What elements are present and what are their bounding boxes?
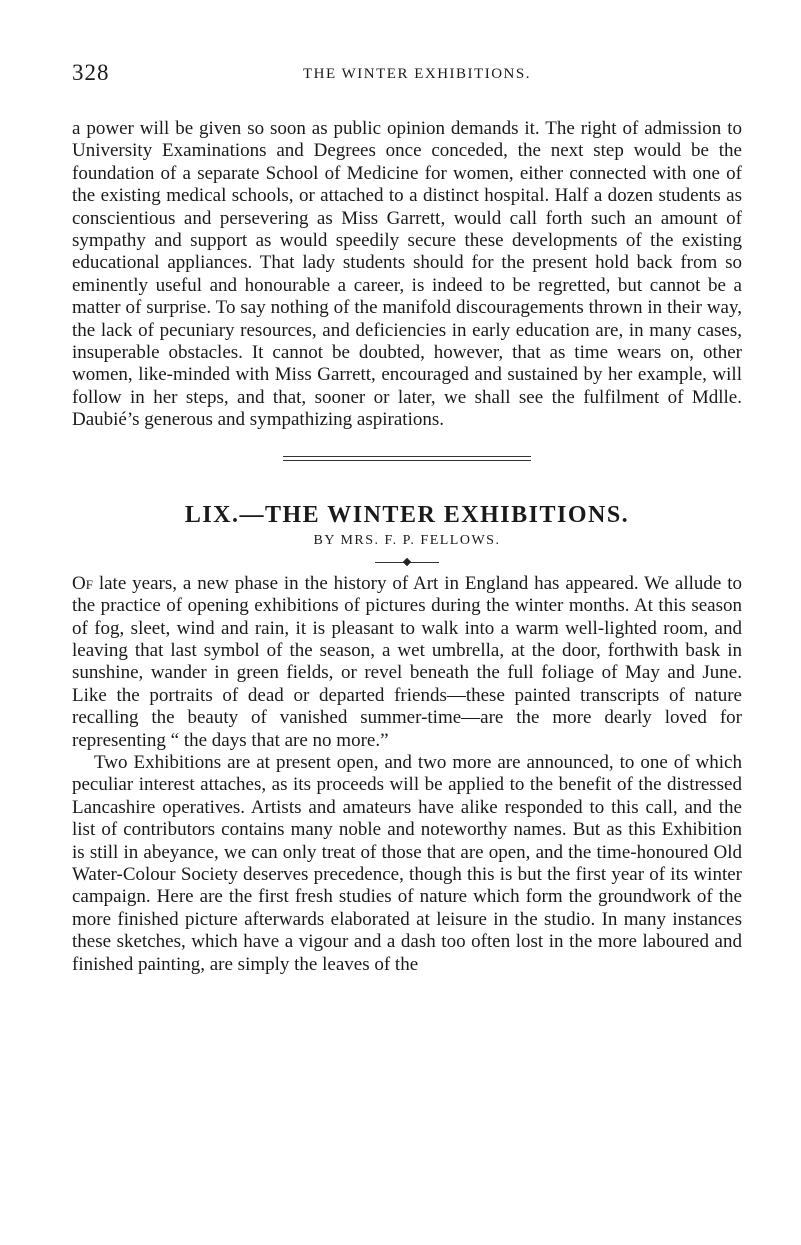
page-number: 328 bbox=[72, 60, 110, 85]
previous-article-conclusion: a power will be given so soon as public opinion demands it. The right of admission to University Examinations and Degrees once conceded, the next step would be the foundation of a separate School of Medicine for women, either connected with one of the existing medical schools, or attached to a distinct hospital. Half a dozen students as conscientious and persevering as Miss Garrett, would call forth such an amount of sympathy and support as would speedily secure these developments of the existing educational appliances. That lady students should for the present hold back from so eminently useful and honourable a career, is indeed to be regretted, but cannot be a matter of surprise. To say nothing of the manifold discouragements thrown in their way, the lack of pecuniary resources, and deficiencies in early education are, in many cases, insuperable obstacles. It cannot be doubted, however, that as time wears on, other women, like-minded with Miss Garrett, encouraged and sustained by her example, will follow in her steps, and that, sooner or later, we shall see the fulfilment of Mdlle. Daubié’s generous and sympathizing aspirations. bbox=[72, 118, 742, 431]
article-title: LIX.—THE WINTER EXHIBITIONS. bbox=[184, 501, 630, 528]
opening-small-caps: Of bbox=[72, 572, 93, 594]
running-title: THE WINTER EXHIBITIONS. bbox=[303, 66, 531, 82]
paragraph-1-text: late years, a new phase in the history of Art in England has appeared. We allude to the practice of opening exhibitions of pictures during the winter months. At this season of fog, sleet, wind and rain, it is pleasant to walk into a warm well-lighted room, and leaving that last symbol of the season, a wet umbrella, at the door, forthwith bask in sunshine, wander in green fields, or revel beneath the full foliage of May and June. Like the portraits of dead or departed friends—these painted transcripts of nature recalling the beauty of vanished summer-time—are the more dearly loved for representing “ the days that are no more.” bbox=[72, 572, 742, 751]
article-byline: BY MRS. F. P. FELLOWS. bbox=[313, 532, 501, 548]
ornament-divider bbox=[72, 557, 742, 567]
book-page bbox=[72, 60, 742, 976]
running-head bbox=[72, 60, 742, 94]
article-paragraph-1 bbox=[72, 573, 742, 752]
article-paragraph-2: Two Exhibitions are at present open, and two more are announced, to one of which peculiar interest attaches, as its proceeds will be applied to the benefit of the distressed Lancashire operatives. Artists and amateurs have alike responded to this call, and the list of contributors contains many noble and noteworthy names. But as this Exhibition is still in abeyance, we can only treat of those that are open, and the time-honoured Old Water-Colour Society deserves precedence, though this is but the first year of its winter campaign. Here are the first fresh studies of nature which form the groundwork of the more finished picture afterwards elaborated at leisure in the studio. In many instances these sketches, which have a vigour and a dash too often lost in the more laboured and finished painting, are simply the leaves of the bbox=[72, 751, 742, 975]
section-divider bbox=[283, 456, 531, 462]
